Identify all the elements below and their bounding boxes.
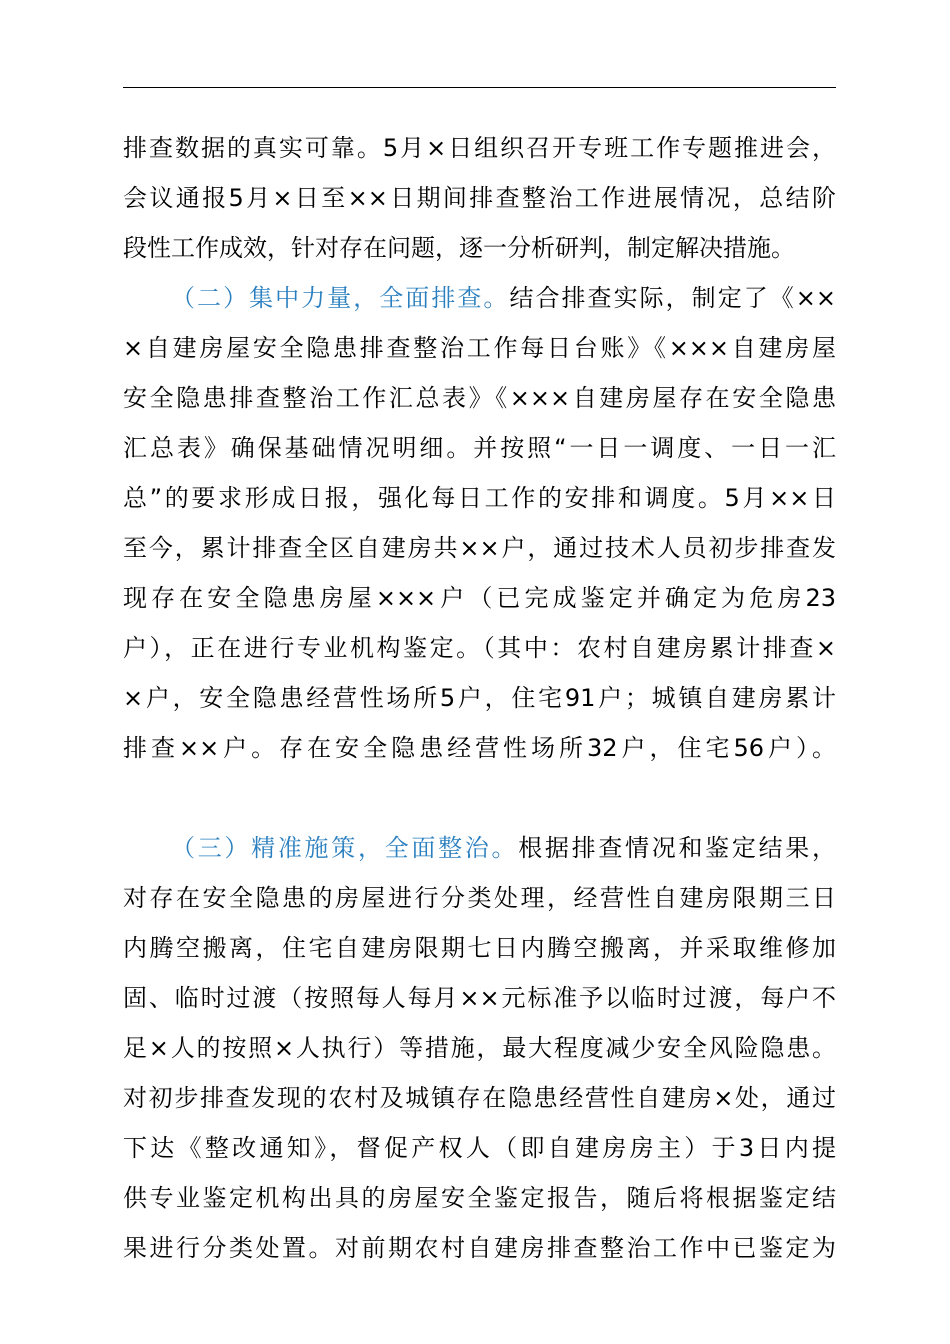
body-line: ×户，安全隐患经营性场所5户，住宅91户；城镇自建房累计 — [123, 684, 836, 712]
body-line: 汇总表》确保基础情况明细。并按照“一日一调度、一日一汇 — [123, 434, 836, 462]
body-line: 会议通报5月×日至××日期间排查整治工作进展情况，总结阶 — [123, 184, 836, 212]
body-line: 户），正在进行专业机构鉴定。（其中：农村自建房累计排查× — [123, 634, 836, 662]
body-line: 固、临时过渡（按照每人每月××元标准予以临时过渡，每户不 — [123, 984, 836, 1012]
body-line: 排查××户。存在安全隐患经营性场所32户，住宅56户）。 — [123, 734, 836, 762]
body-line: 总”的要求形成日报，强化每日工作的安排和调度。5月××日 — [123, 484, 836, 512]
section-heading-two: （二）集中力量，全面排查。 — [171, 284, 510, 312]
section-heading-three: （三）精准施策，全面整治。 — [171, 834, 519, 862]
document-body — [123, 123, 836, 1273]
body-line: 足×人的按照×人执行）等措施，最大程度减少安全风险隐患。 — [123, 1034, 836, 1062]
body-line: 内腾空搬离，住宅自建房限期七日内腾空搬离，并采取维修加 — [123, 934, 836, 962]
body-line: 现存在安全隐患房屋×××户（已完成鉴定并确定为危房23 — [123, 584, 836, 612]
body-line: 果进行分类处置。对前期农村自建房排查整治工作中已鉴定为 — [123, 1234, 836, 1262]
body-text: 结合排查实际，制定了《×× — [509, 284, 837, 312]
body-line: 安全隐患排查整治工作汇总表》《×××自建房屋存在安全隐患 — [123, 384, 836, 412]
section-three-first-line — [123, 823, 836, 873]
section-two-first-line — [123, 273, 836, 323]
header-rule — [123, 87, 836, 88]
body-text: 根据排查情况和鉴定结果， — [518, 834, 837, 862]
body-line: 段性工作成效，针对存在问题，逐一分析研判，制定解决措施。 — [123, 234, 795, 262]
body-line: ×自建房屋安全隐患排查整治工作每日台账》《×××自建房屋 — [123, 334, 836, 362]
body-line: 供专业鉴定机构出具的房屋安全鉴定报告，随后将根据鉴定结 — [123, 1184, 836, 1212]
body-line — [123, 773, 836, 823]
body-line: 对初步排查发现的农村及城镇存在隐患经营性自建房×处，通过 — [123, 1084, 836, 1112]
body-line: 对存在安全隐患的房屋进行分类处理，经营性自建房限期三日 — [123, 884, 836, 912]
body-line: 至今，累计排查全区自建房共××户，通过技术人员初步排查发 — [123, 534, 836, 562]
body-line: 下达《整改通知》，督促产权人（即自建房房主）于3日内提 — [123, 1134, 836, 1162]
body-line: 排查数据的真实可靠。5月×日组织召开专班工作专题推进会， — [123, 134, 836, 162]
